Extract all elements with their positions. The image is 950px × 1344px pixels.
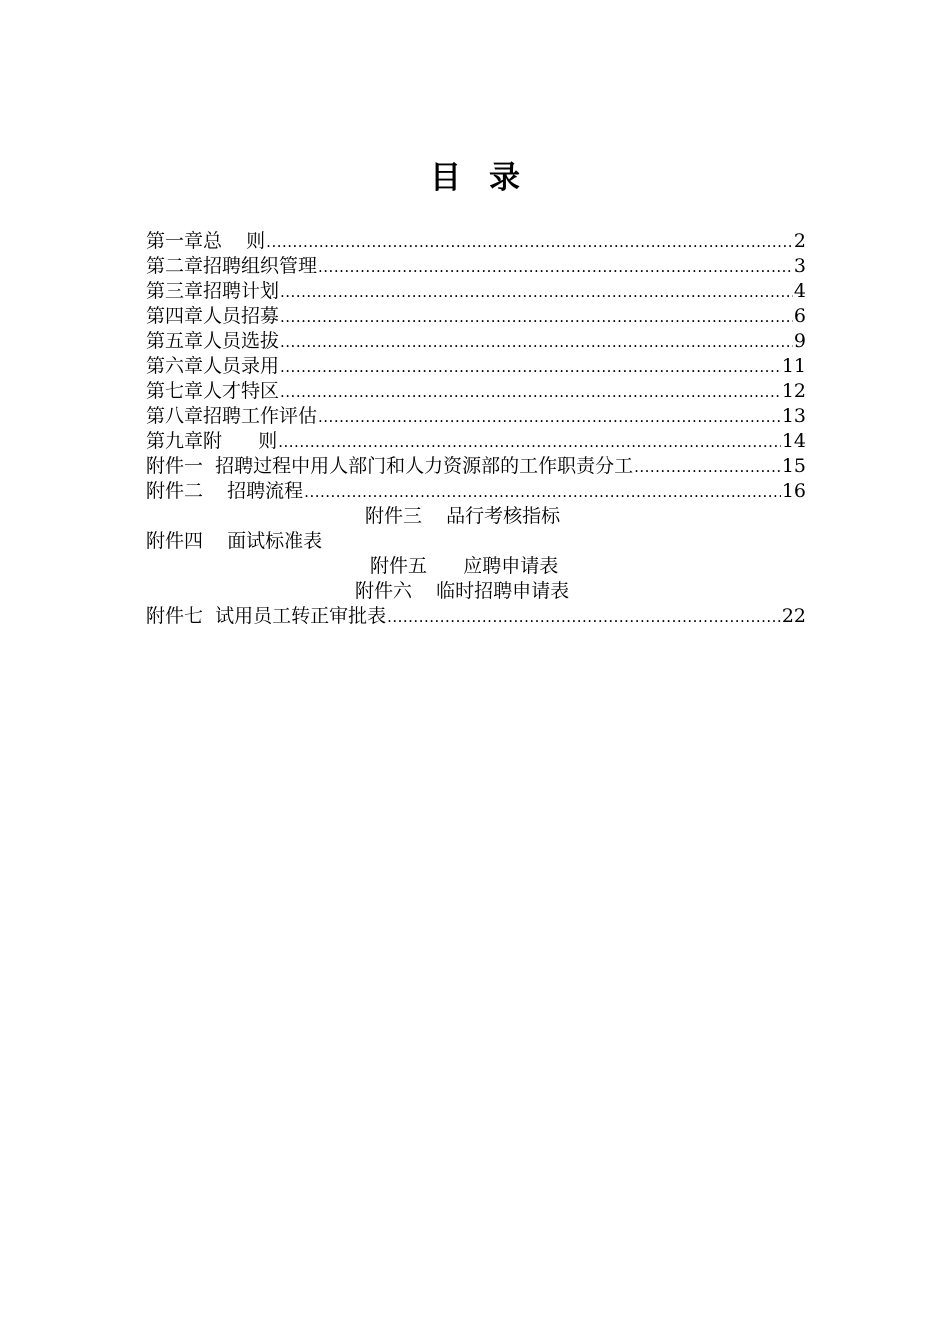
toc-dot-leader bbox=[266, 230, 793, 255]
toc-entry-label: 第二章招聘组织管理 bbox=[146, 255, 318, 277]
toc-entry-label: 第六章人员录用 bbox=[146, 355, 280, 377]
toc-dot-leader bbox=[387, 605, 781, 630]
toc-entry-label: 第三章招聘计划 bbox=[146, 280, 280, 302]
toc-entry-label: 第九章附 则 bbox=[146, 430, 278, 452]
toc-entry[interactable] bbox=[146, 229, 806, 254]
toc-entry[interactable] bbox=[146, 329, 806, 354]
toc-title: 目录 bbox=[430, 160, 548, 196]
toc-plain-line: 附件四 面试标准表 bbox=[146, 530, 323, 552]
toc-entry[interactable] bbox=[146, 604, 806, 629]
toc-page-number: 4 bbox=[793, 280, 806, 302]
toc-entry-label: 附件二 招聘流程 bbox=[146, 480, 304, 502]
toc-page-number: 14 bbox=[781, 430, 806, 452]
toc-entry-label: 第四章人员招募 bbox=[146, 305, 280, 327]
toc-dot-leader bbox=[318, 255, 793, 280]
toc-dot-leader bbox=[280, 330, 793, 355]
toc-dot-leader bbox=[318, 405, 781, 430]
toc-plain-line: 附件三 品行考核指标 bbox=[365, 505, 561, 527]
toc-page-number: 2 bbox=[793, 230, 806, 252]
toc-page-number: 12 bbox=[781, 380, 806, 402]
toc-entry-label: 附件七 试用员工转正审批表 bbox=[146, 605, 387, 627]
table-of-contents bbox=[146, 229, 806, 629]
toc-entry-label: 附件一 招聘过程中用人部门和人力资源部的工作职责分工 bbox=[146, 455, 634, 477]
toc-page-number: 22 bbox=[781, 605, 806, 627]
toc-entry-label: 第七章人才特区 bbox=[146, 380, 280, 402]
toc-entry[interactable] bbox=[146, 354, 806, 379]
toc-page-number: 9 bbox=[793, 330, 806, 352]
toc-entry-label: 第八章招聘工作评估 bbox=[146, 405, 318, 427]
toc-entry[interactable] bbox=[146, 479, 806, 504]
toc-dot-leader bbox=[280, 380, 781, 405]
toc-dot-leader bbox=[280, 355, 781, 380]
toc-entry[interactable] bbox=[146, 279, 806, 304]
toc-page-number: 11 bbox=[781, 355, 806, 377]
toc-entry[interactable] bbox=[146, 429, 806, 454]
toc-page-number: 3 bbox=[793, 255, 806, 277]
toc-dot-leader bbox=[280, 305, 793, 330]
toc-page-number: 15 bbox=[781, 455, 806, 477]
toc-entry[interactable] bbox=[146, 404, 806, 429]
toc-entry-label: 第五章人员选拔 bbox=[146, 330, 280, 352]
toc-entry[interactable] bbox=[146, 379, 806, 404]
toc-dot-leader bbox=[304, 480, 781, 505]
toc-page-number: 16 bbox=[781, 480, 806, 502]
toc-plain-line: 附件五 应聘申请表 bbox=[370, 555, 559, 577]
toc-entry[interactable] bbox=[146, 454, 806, 479]
toc-page-number: 13 bbox=[781, 405, 806, 427]
toc-entry[interactable] bbox=[146, 254, 806, 279]
toc-dot-leader bbox=[280, 280, 793, 305]
toc-dot-leader bbox=[278, 430, 781, 455]
toc-plain-line: 附件六 临时招聘申请表 bbox=[355, 580, 570, 602]
toc-page-number: 6 bbox=[793, 305, 806, 327]
toc-dot-leader bbox=[634, 455, 781, 480]
toc-entry-label: 第一章总 则 bbox=[146, 230, 266, 252]
toc-entry[interactable] bbox=[146, 304, 806, 329]
